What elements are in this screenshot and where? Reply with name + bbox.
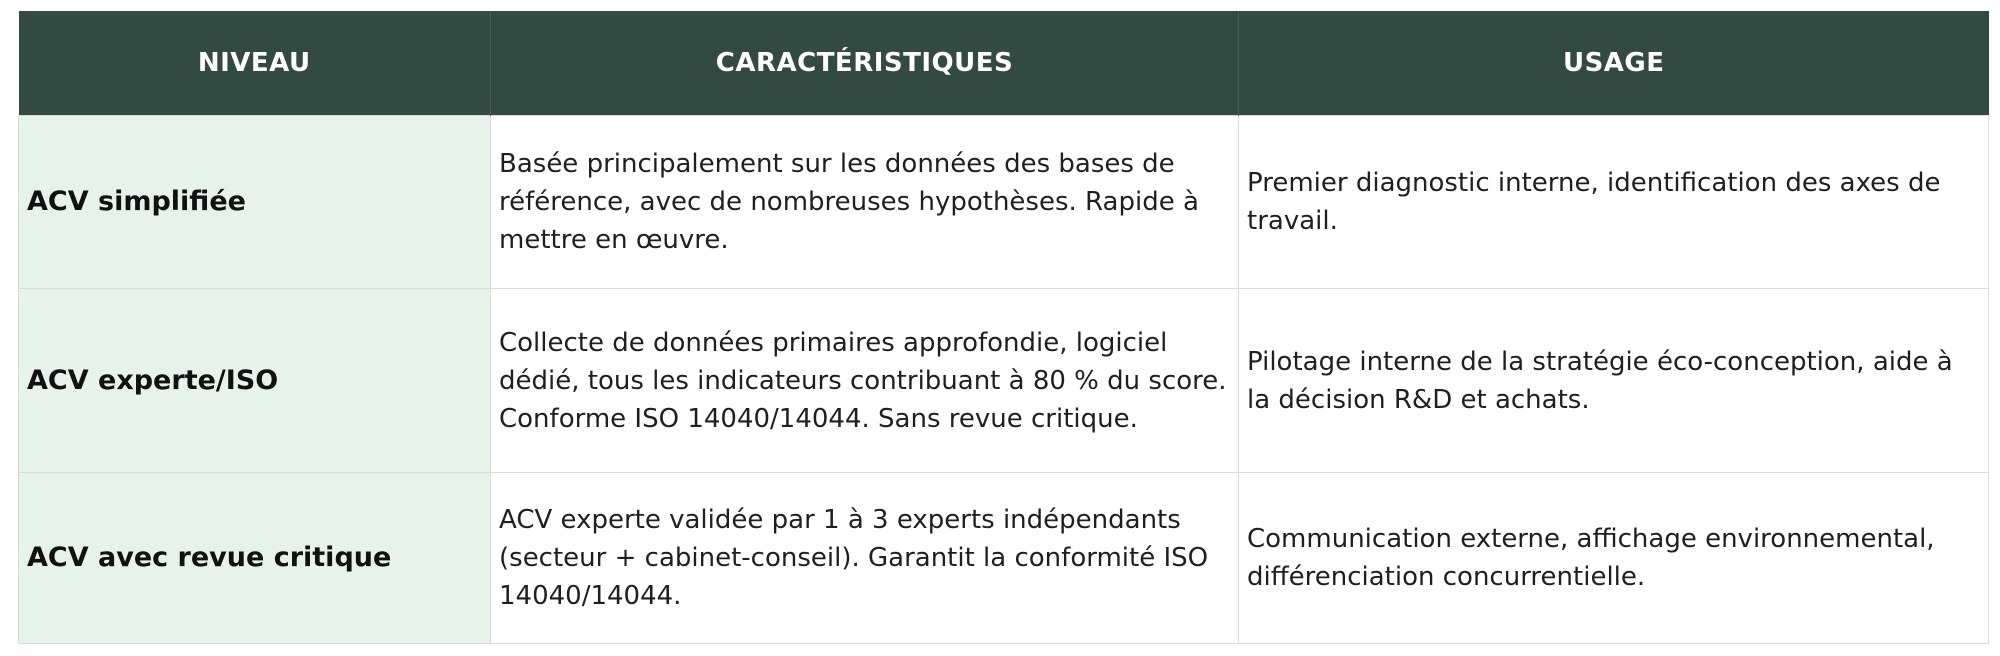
characteristics-cell: Collecte de données primaires approfondie, logiciel dédié, tous les indicateurs contribuant à 80 % du score. Conforme ISO 14040/14044. Sans revue critique. [491, 289, 1239, 473]
comparison-table [18, 11, 1989, 644]
level-cell: ACV avec revue critique [19, 473, 491, 644]
table-row [19, 473, 1989, 644]
level-cell: ACV experte/ISO [19, 289, 491, 473]
header-row [19, 11, 1989, 116]
characteristics-cell: ACV experte validée par 1 à 3 experts indépendants (secteur + cabinet-conseil). Garantit la conformité ISO 14040/14044. [491, 473, 1239, 644]
level-cell: ACV simplifiée [19, 116, 491, 289]
header-niveau: NIVEAU [19, 11, 491, 116]
table-header [19, 11, 1989, 116]
usage-cell: Pilotage interne de la stratégie éco-conception, aide à la décision R&D et achats. [1239, 289, 1989, 473]
usage-cell: Communication externe, affichage environnemental, différenciation concurrentielle. [1239, 473, 1989, 644]
characteristics-cell: Basée principalement sur les données des bases de référence, avec de nombreuses hypothèses. Rapide à mettre en œuvre. [491, 116, 1239, 289]
table-row [19, 116, 1989, 289]
table-body [19, 116, 1989, 644]
header-usage: USAGE [1239, 11, 1989, 116]
usage-cell: Premier diagnostic interne, identification des axes de travail. [1239, 116, 1989, 289]
table-row [19, 289, 1989, 473]
header-caracteristiques: CARACTÉRISTIQUES [491, 11, 1239, 116]
